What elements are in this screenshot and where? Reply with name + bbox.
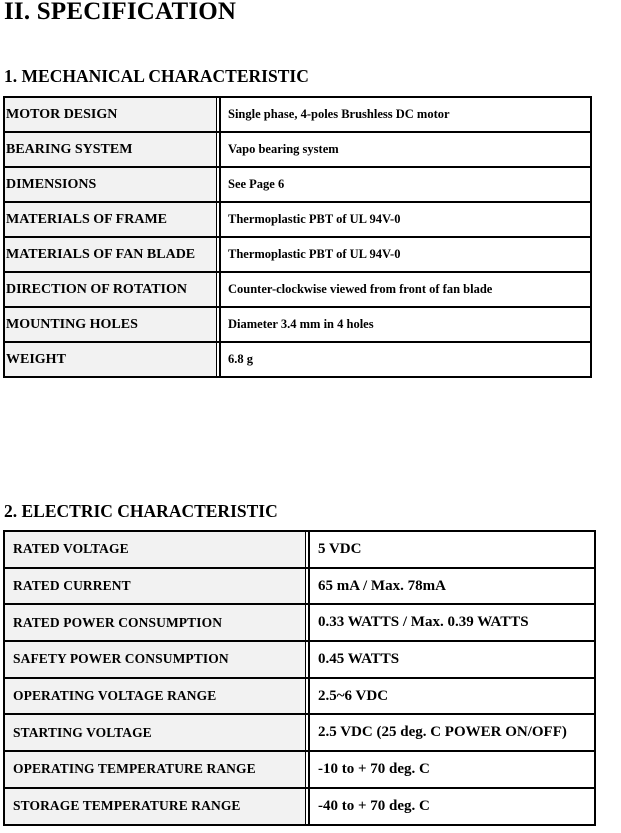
row-value: -40 to + 70 deg. C xyxy=(309,788,595,825)
mechanical-characteristic-table xyxy=(3,96,592,378)
row-label: MATERIALS OF FAN BLADE xyxy=(4,237,217,272)
row-value: Diameter 3.4 mm in 4 holes xyxy=(220,307,591,342)
row-label: SAFETY POWER CONSUMPTION xyxy=(4,641,306,678)
electric-characteristic-table xyxy=(3,530,596,826)
row-label: STORAGE TEMPERATURE RANGE xyxy=(4,788,306,825)
section-heading-mechanical: 1. MECHANICAL CHARACTERISTIC xyxy=(4,66,309,86)
row-value: Vapo bearing system xyxy=(220,132,591,167)
table-row xyxy=(4,531,595,568)
row-label: RATED POWER CONSUMPTION xyxy=(4,604,306,641)
table-row xyxy=(4,568,595,605)
row-label: MOUNTING HOLES xyxy=(4,307,217,342)
row-value: -10 to + 70 deg. C xyxy=(309,751,595,788)
row-label: DIRECTION OF ROTATION xyxy=(4,272,217,307)
table-row xyxy=(4,641,595,678)
row-value: 2.5~6 VDC xyxy=(309,678,595,715)
row-label: MOTOR DESIGN xyxy=(4,97,217,132)
table-row xyxy=(4,714,595,751)
row-value: 0.45 WATTS xyxy=(309,641,595,678)
row-label: RATED VOLTAGE xyxy=(4,531,306,568)
row-label: RATED CURRENT xyxy=(4,568,306,605)
table-row xyxy=(4,97,591,132)
section-heading-electric: 2. ELECTRIC CHARACTERISTIC xyxy=(4,501,278,521)
row-label: WEIGHT xyxy=(4,342,217,377)
row-value: Thermoplastic PBT of UL 94V-0 xyxy=(220,202,591,237)
row-value: 65 mA / Max. 78mA xyxy=(309,568,595,605)
row-value: 0.33 WATTS / Max. 0.39 WATTS xyxy=(309,604,595,641)
table-row xyxy=(4,272,591,307)
row-value: 2.5 VDC (25 deg. C POWER ON/OFF) xyxy=(309,714,595,751)
page-title: II. SPECIFICATION xyxy=(4,0,237,25)
table-row xyxy=(4,202,591,237)
row-label: DIMENSIONS xyxy=(4,167,217,202)
table-row xyxy=(4,788,595,825)
row-value: Counter-clockwise viewed from front of fan blade xyxy=(220,272,591,307)
row-label: OPERATING VOLTAGE RANGE xyxy=(4,678,306,715)
table-row xyxy=(4,342,591,377)
table-row xyxy=(4,751,595,788)
row-label: MATERIALS OF FRAME xyxy=(4,202,217,237)
row-value: See Page 6 xyxy=(220,167,591,202)
table-row xyxy=(4,132,591,167)
row-value: Single phase, 4-poles Brushless DC motor xyxy=(220,97,591,132)
table-row xyxy=(4,678,595,715)
row-label: BEARING SYSTEM xyxy=(4,132,217,167)
table-row xyxy=(4,307,591,342)
table-row xyxy=(4,167,591,202)
row-label: OPERATING TEMPERATURE RANGE xyxy=(4,751,306,788)
row-value: 6.8 g xyxy=(220,342,591,377)
row-label: STARTING VOLTAGE xyxy=(4,714,306,751)
table-row xyxy=(4,237,591,272)
row-value: Thermoplastic PBT of UL 94V-0 xyxy=(220,237,591,272)
row-value: 5 VDC xyxy=(309,531,595,568)
table-row xyxy=(4,604,595,641)
